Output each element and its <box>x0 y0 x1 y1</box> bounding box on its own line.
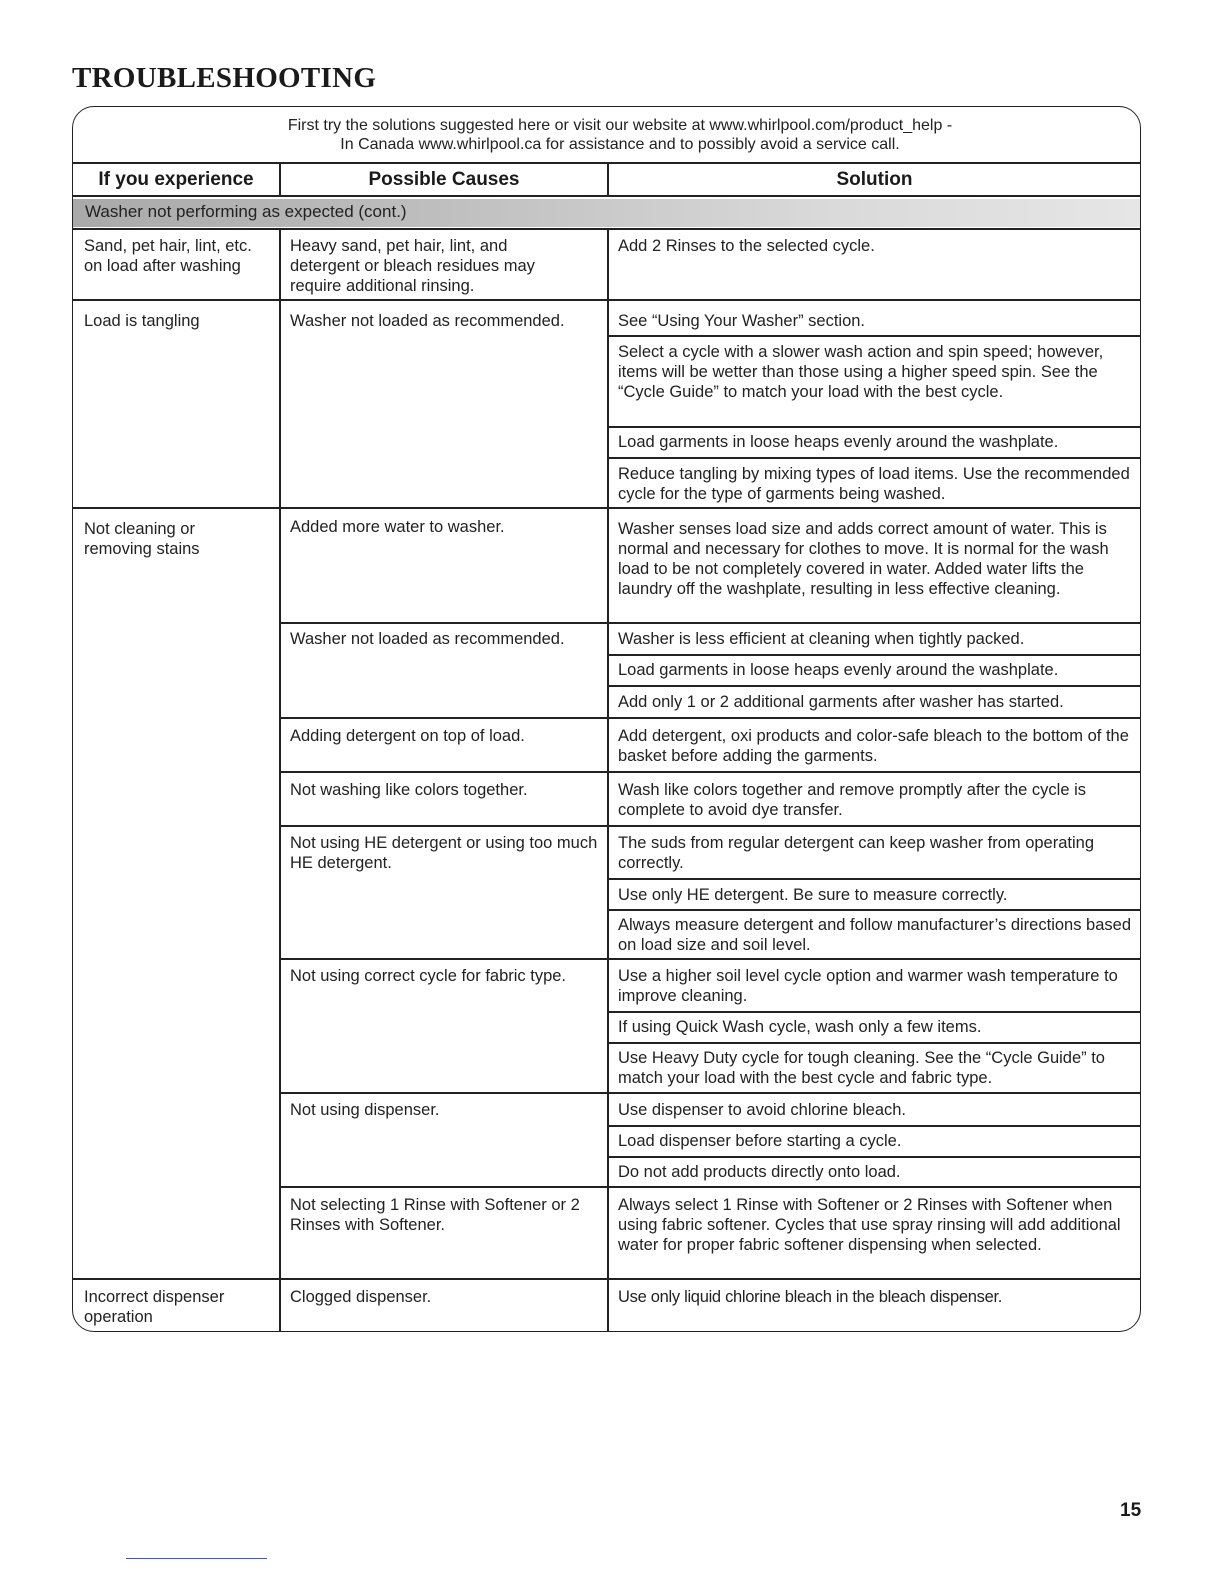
footer-rule <box>126 1558 267 1559</box>
cause-cell: Not selecting 1 Rinse with Softener or 2 Rinses with Softener. <box>290 1196 580 1234</box>
cause-cell: Not using HE detergent or using too much HE detergent. <box>290 834 598 872</box>
group-rule <box>281 717 1140 719</box>
intro-line-1: First try the solutions suggested here or visit our website at www.whirlpool.com/product_help - <box>287 117 953 134</box>
solution-cell: Washer is less efficient at cleaning when tightly packed. <box>618 630 1025 648</box>
section-band <box>73 199 1140 227</box>
solution-rule <box>609 457 1140 459</box>
cause-cell: Washer not loaded as recommended. <box>290 630 565 648</box>
experience-cell: Load is tangling <box>84 312 200 330</box>
group-rule <box>281 771 1140 773</box>
solution-cell: See “Using Your Washer” section. <box>618 312 866 330</box>
solution-cell: If using Quick Wash cycle, wash only a few items. <box>618 1018 982 1036</box>
cause-cell: Clogged dispenser. <box>290 1288 432 1306</box>
column-divider-2 <box>607 228 609 1332</box>
solution-cell: Do not add products directly onto load. <box>618 1163 901 1181</box>
solution-cell: Washer senses load size and adds correct amount of water. This is normal and necessary for clothes to move. It is normal for the wash load to be not completely covered in water. Added water lifts the laundry off the washplate, resulting in less effective cleaning. <box>618 520 1109 598</box>
solution-cell: Reduce tangling by mixing types of load items. Use the recommended cycle for the type of garments being washed. <box>618 465 1130 503</box>
header-solution: Solution <box>836 169 913 190</box>
solution-cell: Add only 1 or 2 additional garments after washer has started. <box>618 693 1064 711</box>
solution-cell: Use only liquid chlorine bleach in the bleach dispenser. <box>618 1288 1003 1306</box>
section-title: Washer not performing as expected (cont.) <box>85 202 407 221</box>
column-divider-1 <box>279 228 281 1332</box>
solution-cell: Load garments in loose heaps evenly around the washplate. <box>618 433 1059 451</box>
page-title: TROUBLESHOOTING <box>72 62 377 94</box>
solution-cell: Use only HE detergent. Be sure to measure correctly. <box>618 886 1008 904</box>
solution-cell: Wash like colors together and remove promptly after the cycle is complete to avoid dye transfer. <box>618 781 1087 819</box>
solution-cell: Load dispenser before starting a cycle. <box>618 1132 902 1150</box>
page-number: 15 <box>1120 1500 1142 1521</box>
cause-cell: Washer not loaded as recommended. <box>290 312 565 330</box>
solution-rule <box>609 426 1140 428</box>
solution-cell: Use Heavy Duty cycle for tough cleaning. See the “Cycle Guide” to match your load with the best cycle and fabric type. <box>618 1049 1105 1087</box>
solution-cell: Add 2 Rinses to the selected cycle. <box>618 237 875 255</box>
solution-rule <box>609 1011 1140 1013</box>
solution-rule <box>609 654 1140 656</box>
group-rule <box>281 958 1140 960</box>
solution-cell: The suds from regular detergent can keep washer from operating correctly. <box>618 834 1095 872</box>
solution-cell: Always measure detergent and follow manufacturer’s directions based on load size and soil level. <box>618 916 1131 954</box>
cause-cell: Not washing like colors together. <box>290 781 528 799</box>
solution-rule <box>609 685 1140 687</box>
solution-rule <box>609 909 1140 911</box>
experience-cell: Incorrect dispenser operation <box>84 1288 225 1326</box>
cause-cell: Added more water to washer. <box>290 518 505 536</box>
solution-cell: Add detergent, oxi products and color-safe bleach to the bottom of the basket before adding the garments. <box>618 727 1129 765</box>
solution-rule <box>609 1156 1140 1158</box>
experience-cell: Not cleaning or removing stains <box>84 520 200 558</box>
solution-cell: Use dispenser to avoid chlorine bleach. <box>618 1101 907 1119</box>
solution-rule <box>609 1042 1140 1044</box>
solution-rule <box>609 878 1140 880</box>
row-rule <box>73 507 1140 509</box>
header-causes: Possible Causes <box>368 169 520 190</box>
group-rule <box>281 622 1140 624</box>
header-experience: If you experience <box>98 169 254 190</box>
intro-line-2: In Canada www.whirlpool.ca for assistance and to possibly avoid a service call. <box>340 136 900 153</box>
solution-rule <box>609 335 1140 337</box>
cause-cell: Not using dispenser. <box>290 1101 440 1119</box>
cause-cell: Adding detergent on top of load. <box>290 727 525 745</box>
cause-cell: Not using correct cycle for fabric type. <box>290 967 567 985</box>
solution-cell: Use a higher soil level cycle option and warmer wash temperature to improve cleaning. <box>618 967 1118 1005</box>
group-rule <box>281 1186 1140 1188</box>
group-rule <box>281 1092 1140 1094</box>
cause-cell: Heavy sand, pet hair, lint, and detergent or bleach residues may require additional rinsing. <box>290 237 535 295</box>
solution-rule <box>609 1125 1140 1127</box>
solution-cell: Load garments in loose heaps evenly around the washplate. <box>618 661 1059 679</box>
solution-cell: Select a cycle with a slower wash action and spin speed; however, items will be wetter than those using a higher speed spin. See the “Cycle Guide” to match your load with the best cycle. <box>618 343 1104 401</box>
solution-cell: Always select 1 Rinse with Softener or 2 Rinses with Softener when using fabric softener. Cycles that use spray rinsing will add additional water for proper fabric softener dispensing when selected. <box>618 1196 1121 1254</box>
experience-cell: Sand, pet hair, lint, etc. on load after washing <box>84 237 252 275</box>
row-rule <box>73 1278 1140 1280</box>
row-rule <box>73 299 1140 301</box>
group-rule <box>281 825 1140 827</box>
